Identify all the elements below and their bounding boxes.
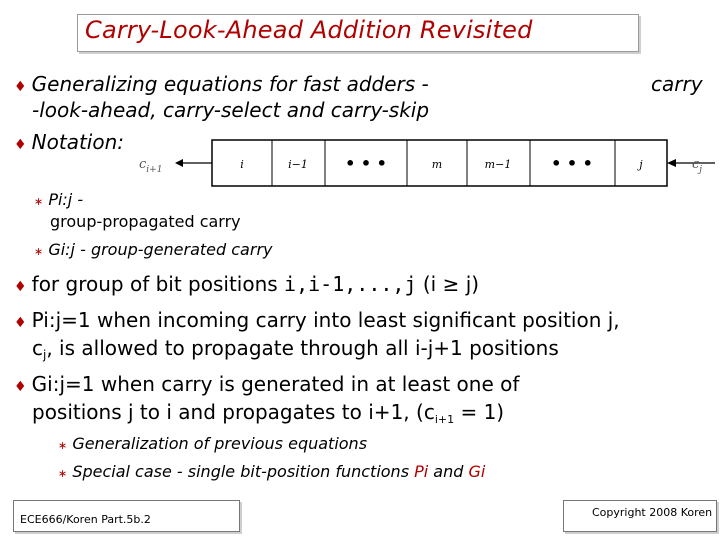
- special-case-item: [58, 462, 485, 481]
- carry-in-arrowhead: [667, 159, 676, 167]
- ci1-subscript: i+1: [434, 413, 455, 427]
- ci1-open: , (c: [403, 400, 435, 424]
- text: positions: [32, 400, 128, 424]
- bullet-1-line1: Generalizing equations for fast adders -: [31, 72, 429, 96]
- cell-ellipsis: • • •: [345, 154, 387, 173]
- gi-symbol: Gi: [468, 462, 486, 481]
- bullet-5-text: when carry is generated in at least one of: [94, 372, 520, 396]
- pij-eq: Pi:j=1: [31, 308, 91, 332]
- i1-expr: i+1: [368, 400, 404, 424]
- cell-i: i: [240, 158, 244, 171]
- diamond-bullet-icon: ♦: [14, 279, 27, 295]
- i-symbol: i: [166, 400, 172, 424]
- gij-item: [34, 240, 272, 259]
- notation-label: Notation:: [31, 130, 124, 154]
- diamond-bullet-icon: ♦: [14, 315, 27, 331]
- ci1-close: = 1): [454, 400, 505, 424]
- gij-text: Gi:j - group-generated carry: [48, 240, 273, 259]
- generalization-text: Generalization of previous equations: [72, 434, 368, 453]
- bullet-4: [14, 308, 620, 332]
- bullet-2: [14, 130, 124, 154]
- footer-right-text: Copyright 2008 Koren: [592, 506, 713, 519]
- ij1-expr: i-j+1: [414, 336, 463, 360]
- pi-symbol: Pi: [414, 462, 429, 481]
- special-case-text: Special case - single bit-position functions: [72, 462, 415, 481]
- bullet-1: [14, 72, 429, 96]
- bullet-1-right: carry: [651, 72, 703, 96]
- carry-out-arrowhead: [175, 159, 183, 167]
- cj-symbol: c: [32, 336, 43, 360]
- diamond-bullet-icon: ♦: [14, 79, 27, 95]
- sub-bullet-icon: ∗: [34, 195, 44, 208]
- cell-m: m: [431, 158, 443, 171]
- bullet-1-line2: -look-ahead, carry-select and carry-skip: [32, 98, 430, 122]
- pij-text: Pi:j -: [48, 190, 84, 209]
- bullet-5-line2: [32, 400, 504, 426]
- pij-text-2: group-propagated carry: [50, 212, 241, 231]
- bullet-4-j: j,: [607, 308, 620, 332]
- gij-eq: Gi:j=1: [31, 372, 95, 396]
- cell-j: j: [639, 158, 643, 171]
- bullet-4-line2: [32, 336, 559, 362]
- j-symbol: j: [128, 400, 134, 424]
- bullet-3-text: for group of bit positions: [31, 272, 285, 296]
- diamond-bullet-icon: ♦: [14, 379, 27, 395]
- diamond-bullet-icon: ♦: [14, 137, 27, 153]
- bullet-5: [14, 372, 519, 396]
- pij-item: [34, 190, 83, 209]
- bullet-4-text-2: , is allowed to propagate through all: [46, 336, 415, 360]
- text: and propagates to: [171, 400, 369, 424]
- cell-ellipsis: • • •: [551, 154, 593, 173]
- bullet-4-text-3: positions: [462, 336, 559, 360]
- cell-i-minus-1: i−1: [288, 158, 308, 171]
- bullet-4-text: when incoming carry into least significant position: [90, 308, 608, 332]
- text: to: [133, 400, 167, 424]
- bullet-3-indices: i,i-1,...,j: [284, 272, 417, 296]
- sub-bullet-icon: ∗: [58, 467, 68, 480]
- carry-in-label: $c_j$: [692, 157, 703, 175]
- sub-bullet-icon: ∗: [34, 245, 44, 258]
- bullet-3: [14, 272, 479, 296]
- bit-group-diagram: [135, 138, 720, 188]
- bullet-3-condition: (i ≥ j): [416, 272, 480, 296]
- cell-m-minus-1: m−1: [484, 158, 512, 171]
- and-text: and: [428, 462, 469, 481]
- slide-title: Carry-Look-Ahead Addition Revisited: [85, 16, 533, 44]
- sub-bullet-icon: ∗: [58, 439, 68, 452]
- carry-out-label: $c_{i+1}$: [139, 157, 163, 175]
- generalization-item: [58, 434, 367, 453]
- footer-left-text: ECE666/Koren Part.5b.2: [20, 513, 151, 526]
- cj-subscript: j: [43, 348, 47, 363]
